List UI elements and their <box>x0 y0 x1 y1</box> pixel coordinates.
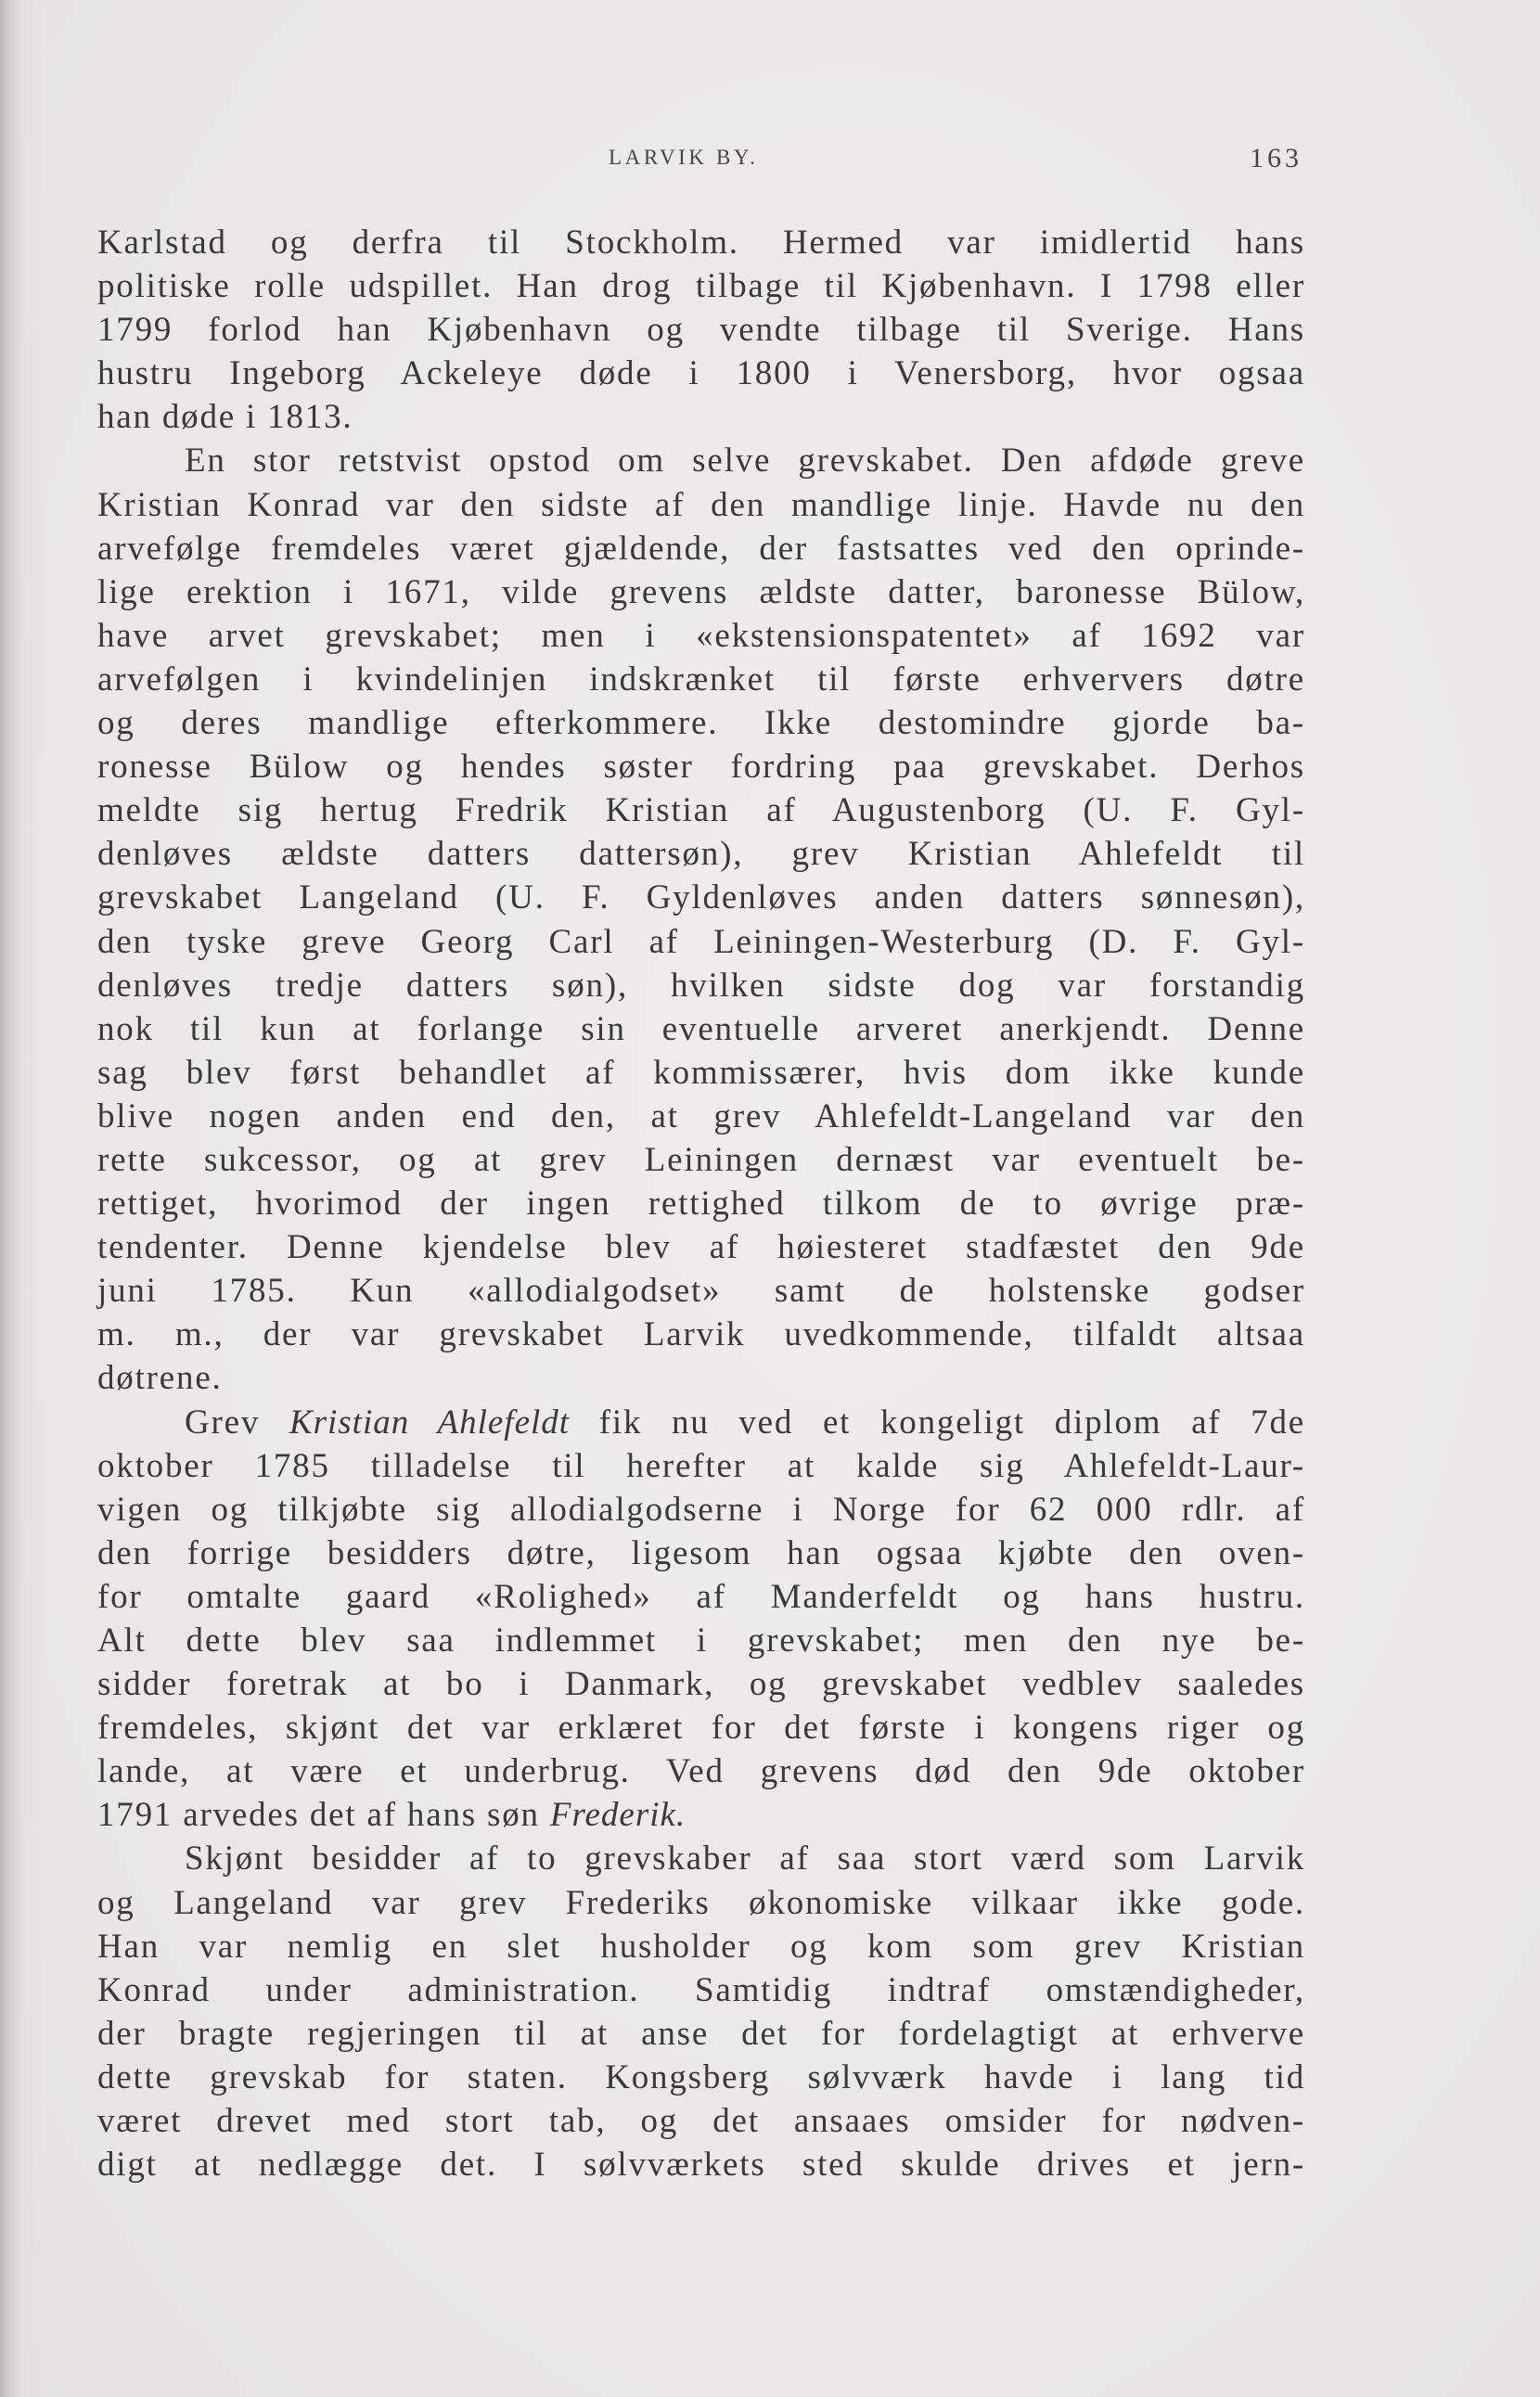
text-line: arvefølge fremdeles været gjældende, der fastsattes ved den oprinde- <box>97 529 1305 568</box>
text-line: dette grevskab for staten. Kongsberg sølvværk havde i lang tid <box>97 2057 1305 2096</box>
text-line: m. m., der var grevskabet Larvik uvedkommende, tilfaldt altsaa <box>97 1315 1305 1354</box>
italic-name: Kristian Ahlefeldt <box>289 1403 571 1442</box>
text-line: politiske rolle udspillet. Han drog tilbage til Kjøbenhavn. I 1798 eller <box>97 267 1305 306</box>
paragraph <box>97 1837 1305 2186</box>
text-line: lande, at være et underbrug. Ved grevens død den 9de oktober <box>97 1752 1305 1791</box>
paragraph <box>97 439 1305 1400</box>
text-line: den forrige besidders døtre, ligesom han ogsaa kjøbte den oven- <box>97 1533 1305 1572</box>
binding-shadow <box>0 0 45 2397</box>
text-line: for omtalte gaard «Rolighed» af Manderfeldt og hans hustru. <box>97 1577 1305 1616</box>
text-line: digt at nedlægge det. I sølvværkets sted skulde drives et jern- <box>97 2146 1305 2185</box>
text-line: rettiget, hvorimod der ingen rettighed tilkom de to øvrige præ- <box>97 1185 1305 1224</box>
text-line: lige erektion i 1671, vilde grevens ældste datter, baronesse Bülow, <box>97 572 1305 611</box>
text-line: have arvet grevskabet; men i «ekstensionspatentet» af 1692 var <box>97 616 1305 655</box>
text-line: denløves ældste datters dattersøn), grev Kristian Ahlefeldt til <box>97 835 1305 874</box>
text-line: døtrene. <box>97 1359 223 1398</box>
text-segment: 1791 arvedes det af hans søn <box>97 1796 550 1835</box>
text-line: og deres mandlige efterkommere. Ikke destomindre gjorde ba- <box>97 704 1305 743</box>
text-line: arvefølgen i kvindelinjen indskrænket til første erhververs døtre <box>97 660 1305 699</box>
italic-name: Frederik. <box>549 1796 687 1835</box>
text-line: meldte sig hertug Fredrik Kristian af Augustenborg (U. F. Gyl- <box>97 791 1305 830</box>
text-line: sidder foretrak at bo i Danmark, og grevskabet vedblev saaledes <box>97 1665 1305 1704</box>
text-line: 1799 forlod han Kjøbenhavn og vendte tilbage til Sverige. Hans <box>97 311 1305 350</box>
text-line: fremdeles, skjønt det var erklæret for det første i kongens riger og <box>97 1709 1305 1748</box>
text-line: nok til kun at forlange sin eventuelle arveret anerkjendt. Denne <box>97 1009 1305 1048</box>
paragraph <box>97 221 1305 439</box>
text-line: Skjønt besidder af to grevskaber af saa stort værd som Larvik <box>185 1839 1305 1878</box>
text-line: Alt dette blev saa indlemmet i grevskabet; men den nye be- <box>97 1622 1305 1660</box>
text-line: oktober 1785 tilladelse til herefter at kalde sig Ahlefeldt-Laur- <box>97 1446 1305 1485</box>
text-line: vigen og tilkjøbte sig allodialgodserne i Norge for 62 000 rdlr. af <box>97 1490 1305 1529</box>
text-line: juni 1785. Kun «allodialgodset» samt de holstenske godser <box>97 1272 1305 1311</box>
text-line: Han var nemlig en slet husholder og kom som grev Kristian <box>97 1927 1305 1966</box>
text-line: blive nogen anden end den, at grev Ahlefeldt-Langeland var den <box>97 1096 1305 1135</box>
text-line: En stor retstvist opstod om selve grevskabet. Den afdøde greve <box>185 442 1305 481</box>
text-line: den tyske greve Georg Carl af Leiningen-Westerburg (D. F. Gyl- <box>97 922 1305 961</box>
text-line <box>97 1401 1305 1444</box>
text-line: denløves tredje datters søn), hvilken sidste dog var forstandig <box>97 966 1305 1005</box>
text-segment: fik nu ved et kongeligt diplom af 7de <box>570 1403 1305 1442</box>
text-line: rette sukcessor, og at grev Leiningen dernæst var eventuelt be- <box>97 1140 1305 1179</box>
text-line: hustru Ingeborg Ackeleye døde i 1800 i Venersborg, hvor ogsaa <box>97 354 1305 393</box>
page-number: 163 <box>1250 143 1303 173</box>
text-line: Karlstad og derfra til Stockholm. Hermed var imidlertid hans <box>97 224 1305 262</box>
text-line: han døde i 1813. <box>97 398 353 437</box>
running-title: LARVIK BY. <box>609 146 759 169</box>
text-line: været drevet med stort tab, og det ansaaes omsider for nødven- <box>97 2102 1305 2141</box>
paragraph <box>97 1401 1305 1838</box>
text-line: sag blev først behandlet af kommissærer, hvis dom ikke kunde <box>97 1053 1305 1092</box>
text-segment: Grev <box>185 1403 289 1442</box>
text-line <box>97 1793 1305 1837</box>
text-line: Konrad under administration. Samtidig indtraf omstændigheder, <box>97 1970 1305 2009</box>
text-line: tendenter. Denne kjendelse blev af høiesteret stadfæstet den 9de <box>97 1228 1305 1267</box>
body-text <box>97 221 1305 2186</box>
text-line: grevskabet Langeland (U. F. Gyldenløves anden datters sønnesøn), <box>97 878 1305 917</box>
text-line: der bragte regjeringen til at anse det for fordelagtigt at erhverve <box>97 2014 1305 2053</box>
text-line: Kristian Konrad var den sidste af den mandlige linje. Havde nu den <box>97 485 1305 524</box>
text-line: og Langeland var grev Frederiks økonomiske vilkaar ikke gode. <box>97 1883 1305 1922</box>
text-line: ronesse Bülow og hendes søster fordring paa grevskabet. Derhos <box>97 748 1305 787</box>
